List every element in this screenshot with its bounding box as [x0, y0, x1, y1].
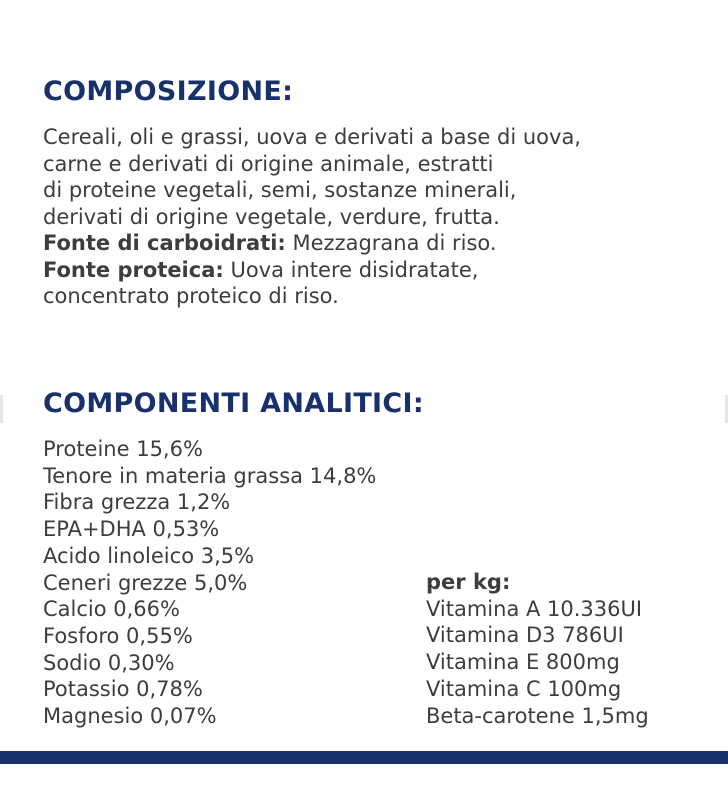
analytical-item: Proteine 15,6% [43, 437, 203, 461]
analytical-list [43, 436, 376, 730]
composition-line: di proteine vegetali, semi, sostanze minerali, [43, 178, 517, 202]
analytical-item: Fosforo 0,55% [43, 623, 193, 648]
vitamin-list [426, 569, 649, 729]
protein-source-continued: concentrato proteico di riso. [43, 284, 339, 308]
bottom-bar [0, 751, 728, 764]
analytical-item: Ceneri grezze 5,0% [43, 570, 248, 595]
carbohydrate-source-value: Mezzagrana di riso. [285, 231, 497, 255]
composition-line: Cereali, oli e grassi, uova e derivati a base di uova, [43, 125, 581, 149]
analytical-item: Acido linoleico 3,5% [43, 543, 255, 568]
analytical-item: Magnesio 0,07% [43, 704, 217, 729]
vitamin-item: Vitamina D3 786UI [426, 623, 624, 648]
analytical-item: Potassio 0,78% [43, 677, 203, 702]
vitamin-item: Vitamina E 800mg [426, 650, 620, 675]
analytical-item: Tenore in materia grassa 14,8% [43, 463, 377, 488]
carbohydrate-source [43, 230, 713, 257]
vitamin-item: Beta-carotene 1,5mg [426, 703, 649, 728]
composition-heading: COMPOSIZIONE: [43, 76, 294, 107]
analytical-item: Fibra grezza 1,2% [43, 490, 231, 515]
composition-line: carne e derivati di origine animale, estratti [43, 151, 494, 176]
vitamin-item: Vitamina C 100mg [426, 676, 622, 701]
protein-source-value: Uova intere disidratate, [223, 257, 479, 282]
left-edge-mark [0, 395, 3, 423]
vitamin-item: Vitamina A 10.336UI [426, 596, 643, 621]
carbohydrate-source-label: Fonte di carboidrati: [43, 231, 286, 255]
analytical-heading: COMPONENTI ANALITICI: [43, 388, 424, 419]
protein-source [43, 257, 713, 284]
vitamin-list-title: per kg: [426, 570, 511, 594]
protein-source-label: Fonte proteica: [43, 257, 224, 282]
analytical-item: Sodio 0,30% [43, 650, 175, 675]
composition-line: derivati di origine vegetale, verdure, frutta. [43, 204, 500, 229]
analytical-item: Calcio 0,66% [43, 597, 180, 622]
composition-text [43, 124, 713, 310]
analytical-item: EPA+DHA 0,53% [43, 517, 220, 542]
